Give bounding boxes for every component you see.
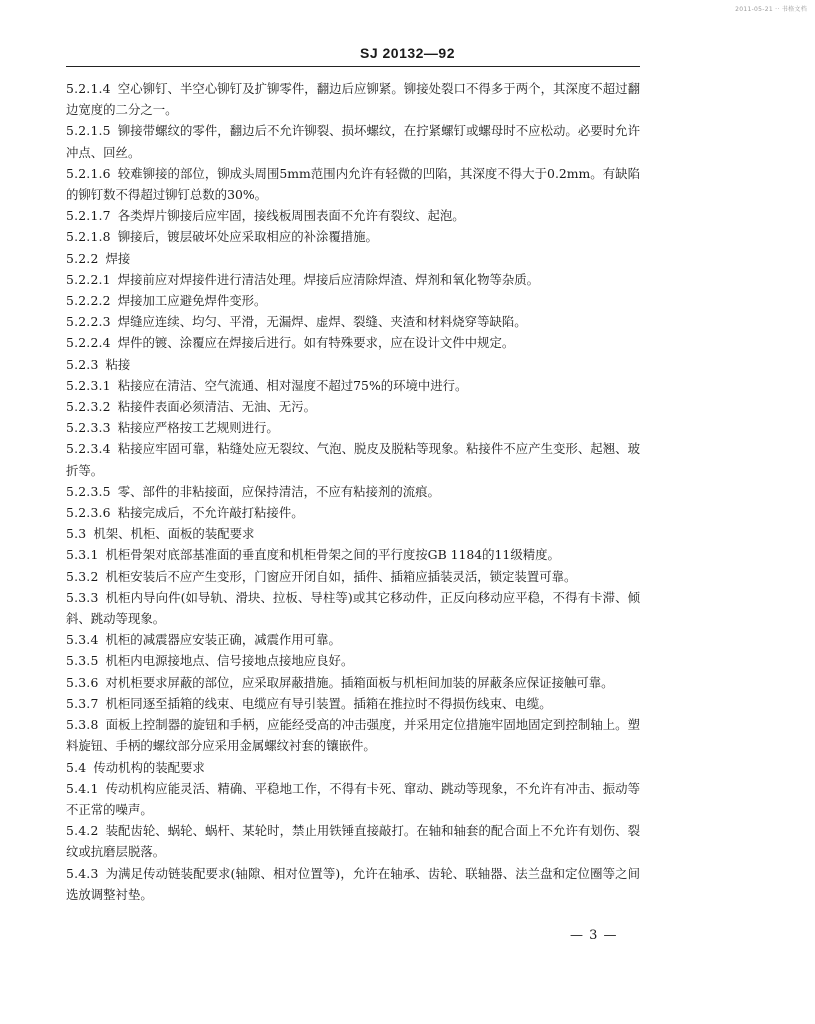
- clause-paragraph: [66, 629, 640, 650]
- clause-number: 5.3.2: [66, 568, 99, 584]
- clause-number: 5.2.2.2: [66, 293, 111, 309]
- clause-text: 粘接应牢固可靠，粘缝处应无裂纹、气泡、脱皮及脱粘等现象。粘接件不应产生变形、起翘、玻折等。: [66, 441, 640, 478]
- clause-text: 装配齿轮、蜗轮、蜗杆、某轮时，禁止用铁锤直接敲打。在轴和轴套的配合面上不允许有划伤、裂纹或抗磨层脱落。: [66, 823, 640, 860]
- clause-paragraph: [66, 693, 640, 714]
- clause-paragraph: [66, 226, 640, 247]
- standard-code-header: SJ 20132—92: [359, 45, 456, 61]
- clause-paragraph: [66, 778, 640, 820]
- clause-paragraph: [66, 354, 640, 375]
- clause-paragraph: [66, 375, 640, 396]
- clause-text: 为满足传动链装配要求(轴隙、相对位置等)，允许在轴承、齿轮、联轴器、法兰盘和定位圈等之间选放调整衬垫。: [66, 865, 640, 902]
- clause-paragraph: [66, 566, 640, 587]
- clause-number: 5.2.2.1: [66, 271, 111, 287]
- clause-text: 焊缝应连续、均匀、平滑，无漏焊、虚焊、裂缝、夹渣和材料烧穿等缺陷。: [117, 314, 527, 330]
- body-text: [66, 78, 640, 905]
- clause-paragraph: [66, 438, 640, 480]
- clause-number: 5.2.2.3: [66, 314, 111, 330]
- clause-paragraph: [66, 417, 640, 438]
- clause-text: 传动机构应能灵活、精确、平稳地工作，不得有卡死、窜动、跳动等现象，不允许有冲击、振动等不正常的噪声。: [66, 780, 640, 817]
- clause-number: 5.2.3.1: [66, 377, 111, 393]
- clause-text: 各类焊片铆接后应牢固，接线板周围表面不允许有裂纹、起泡。: [117, 208, 465, 224]
- clause-paragraph: [66, 863, 640, 905]
- clause-paragraph: [66, 481, 640, 502]
- clause-text: 空心铆钉、半空心铆钉及扩铆零件，翻边后应铆紧。铆接处裂口不得多于两个，其深度不超过翻边宽度的二分之一。: [66, 81, 640, 118]
- clause-text: 机柜安装后不应产生变形，门窗应开闭自如，插件、插箱应插装灵活，锁定装置可靠。: [105, 568, 577, 584]
- clause-paragraph: [66, 587, 640, 629]
- clause-paragraph: [66, 269, 640, 290]
- clause-number: 5.2.3.3: [66, 420, 111, 436]
- clause-number: 5.3.5: [66, 653, 99, 669]
- clause-text: 机柜同逐至插箱的线束、电缆应有导引装置。插箱在推拉时不得损伤线束、电缆。: [105, 695, 552, 711]
- clause-paragraph: [66, 163, 640, 205]
- clause-number: 5.2.2.4: [66, 335, 111, 351]
- clause-text: 粘接件表面必须清洁、无油、无污。: [117, 399, 316, 415]
- clause-paragraph: [66, 396, 640, 417]
- clause-paragraph: [66, 78, 640, 120]
- clause-text: 焊件的镀、涂覆应在焊接后进行。如有特殊要求，应在设计文件中规定。: [117, 335, 515, 351]
- clause-text: 铆接带螺纹的零件，翻边后不允许铆裂、损坏螺纹，在拧紧螺钉或螺母时不应松动。必要时允许冲点、回丝。: [66, 123, 640, 160]
- clause-paragraph: [66, 544, 640, 565]
- clause-text: 焊接加工应避免焊件变形。: [117, 293, 267, 309]
- clause-number: 5.4: [66, 759, 87, 775]
- clause-text: 传动机构的装配要求: [93, 759, 205, 775]
- clause-number: 5.2.1.6: [66, 165, 111, 181]
- clause-text: 焊接: [105, 250, 131, 266]
- clause-paragraph: [66, 205, 640, 226]
- clause-paragraph: [66, 757, 640, 778]
- clause-paragraph: [66, 672, 640, 693]
- clause-number: 5.4.1: [66, 780, 99, 796]
- clause-paragraph: [66, 820, 640, 862]
- clause-text: 较难铆接的部位，铆成头周围5mm范围内允许有轻微的凹陷，其深度不得大于0.2mm。有缺陷的铆钉数不得超过铆钉总数的30%。: [66, 165, 640, 203]
- clause-text: 焊接前应对焊接件进行清洁处理。焊接后应清除焊渣、焊剂和氧化物等杂质。: [117, 271, 540, 287]
- clause-number: 5.4.3: [66, 865, 99, 881]
- clause-paragraph: [66, 502, 640, 523]
- clause-text: 粘接: [105, 356, 131, 372]
- clause-number: 5.2.1.8: [66, 229, 111, 245]
- clause-number: 5.2.1.7: [66, 208, 111, 224]
- clause-paragraph: [66, 120, 640, 162]
- clause-text: 铆接后，镀层破坏处应采取相应的补涂覆措施。: [117, 229, 378, 245]
- clause-paragraph: [66, 248, 640, 269]
- clause-number: 5.2.3.2: [66, 399, 111, 415]
- clause-paragraph: [66, 290, 640, 311]
- clause-paragraph: [66, 332, 640, 353]
- clause-number: 5.3.4: [66, 632, 99, 648]
- clause-text: 机柜内导向件(如导轨、滑块、拉板、导柱等)或其它移动件，正反向移动应平稳，不得有卡滞、倾斜、跳动等现象。: [66, 589, 640, 627]
- clause-text: 零、部件的非粘接面，应保持清洁，不应有粘接剂的流痕。: [117, 483, 440, 499]
- clause-number: 5.3.1: [66, 547, 99, 563]
- clause-number: 5.3.3: [66, 589, 99, 605]
- header-divider: [66, 66, 640, 67]
- clause-number: 5.2.2: [66, 250, 99, 266]
- page-number: — 3 —: [570, 928, 618, 943]
- clause-text: 面板上控制器的旋钮和手柄，应能经受高的冲击强度，并采用定位措施牢固地固定到控制轴上。塑料旋钮、手柄的螺纹部分应采用金属螺纹衬套的镶嵌件。: [66, 717, 640, 754]
- clause-number: 5.3.6: [66, 674, 99, 690]
- clause-number: 5.3.8: [66, 717, 99, 733]
- clause-paragraph: [66, 523, 640, 544]
- clause-text: 对机柜要求屏蔽的部位，应采取屏蔽措施。插箱面板与机柜间加装的屏蔽条应保证接触可靠。: [105, 674, 614, 690]
- clause-text: 粘接应严格按工艺规则进行。: [117, 420, 279, 436]
- clause-text: 粘接完成后，不允许敲打粘接件。: [117, 505, 304, 521]
- clause-number: 5.2.3: [66, 356, 99, 372]
- clause-paragraph: [66, 311, 640, 332]
- clause-number: 5.2.3.6: [66, 505, 111, 521]
- clause-number: 5.3: [66, 526, 87, 542]
- scan-stamp: 2011-05-21 ·· 书格文档: [735, 6, 807, 13]
- clause-text: 粘接应在清洁、空气流通、相对湿度不超过75%的环境中进行。: [117, 377, 468, 393]
- clause-paragraph: [66, 650, 640, 671]
- clause-number: 5.2.3.4: [66, 441, 111, 457]
- clause-paragraph: [66, 714, 640, 756]
- clause-text: 机柜内电源接地点、信号接地点接地应良好。: [105, 653, 354, 669]
- clause-number: 5.2.3.5: [66, 483, 111, 499]
- clause-number: 5.4.2: [66, 823, 99, 839]
- clause-number: 5.2.1.5: [66, 123, 111, 139]
- clause-text: 机柜的减震器应安装正确，减震作用可靠。: [105, 632, 341, 648]
- clause-number: 5.2.1.4: [66, 81, 111, 96]
- clause-text: 机柜骨架对底部基准面的垂直度和机柜骨架之间的平行度按GB 1184的11级精度。: [105, 547, 560, 563]
- clause-number: 5.3.7: [66, 695, 99, 711]
- clause-text: 机架、机柜、面板的装配要求: [93, 526, 255, 542]
